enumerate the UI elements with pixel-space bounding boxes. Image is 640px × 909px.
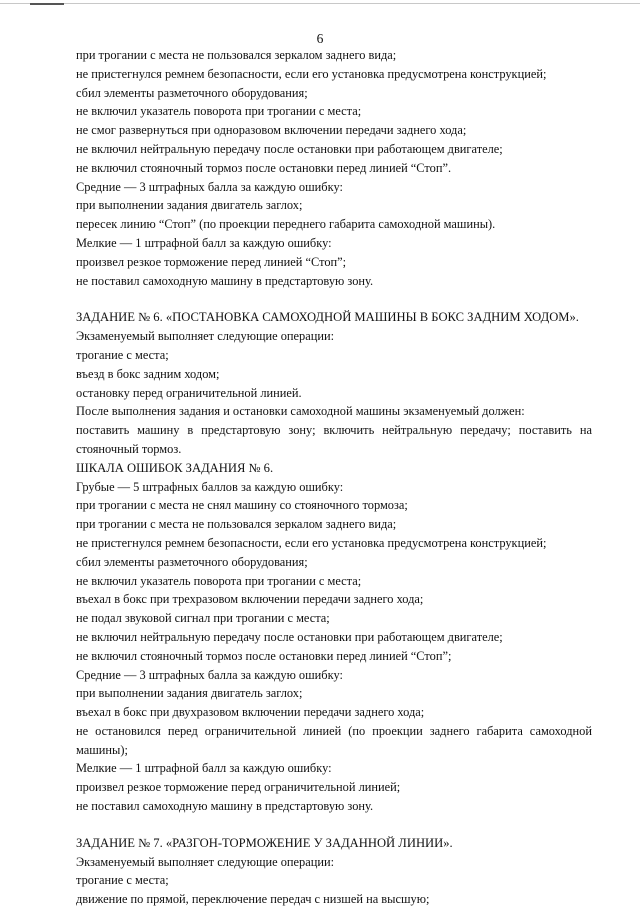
text-line: не включил нейтральную передачу после остановки при работающем двигателе; [76, 141, 503, 156]
text-line: не подал звуковой сигнал при трогании с места; [76, 611, 330, 626]
section-gap [76, 290, 592, 308]
text-line: не смог развернуться при одноразовом включении передачи заднего хода; [76, 123, 467, 138]
scan-border-line [0, 3, 640, 4]
text-line: при трогании с места не пользовался зеркалом заднего вида; [76, 48, 397, 62]
text-line: въезд в бокс задним ходом; [76, 366, 220, 381]
text-line: сбил элементы разметочного оборудования; [76, 85, 308, 100]
text-line: поставить машину в предстартовую зону; включить нейтральную передачу; поставить на [76, 423, 592, 438]
text-line: движение по прямой, переключение передач с низшей на высшую; [76, 892, 430, 907]
text-line: не включил нейтральную передачу после остановки при работающем двигателе; [76, 629, 503, 644]
text-line: при трогании с места не снял машину со стояночного тормоза; [76, 498, 408, 513]
text-line: сбил элементы разметочного оборудования; [76, 554, 308, 569]
text-line: трогание с места; [76, 873, 169, 888]
text-line: не поставил самоходную машину в предстартовую зону. [76, 799, 374, 814]
section-heading: ЗАДАНИЕ № 6. «ПОСТАНОВКА САМОХОДНОЙ МАШИНЫ В БОКС ЗАДНИМ ХОДОМ». [76, 310, 579, 325]
text-line: въехал в бокс при трехразовом включении передачи заднего хода; [76, 592, 424, 607]
text-line: Экзаменуемый выполняет следующие операции: [76, 854, 335, 869]
text-line: Мелкие — 1 штрафной балл за каждую ошибку: [76, 235, 332, 250]
text-line: После выполнения задания и остановки самоходной машины экзаменуемый должен: [76, 404, 525, 419]
text-line: не включил указатель поворота при трогании с места; [76, 573, 362, 588]
text-line: трогание с места; [76, 347, 169, 362]
text-line: машины); [76, 742, 128, 757]
text-line: Средние — 3 штрафных балла за каждую ошибку: [76, 667, 343, 682]
text-line: не пристегнулся ремнем безопасности, если его установка предусмотрена конструкцией; [76, 66, 547, 81]
text-line: Грубые — 5 штрафных баллов за каждую ошибку: [76, 479, 344, 494]
document-body [76, 46, 592, 909]
text-line: остановку перед ограничительной линией. [76, 385, 302, 400]
text-line: произвел резкое торможение перед линией “Стоп”; [76, 254, 347, 269]
text-line: произвел резкое торможение перед ограничительной линией; [76, 780, 401, 795]
section-heading: ЗАДАНИЕ № 7. «РАЗГОН-ТОРМОЖЕНИЕ У ЗАДАННОЙ ЛИНИИ». [76, 835, 453, 850]
scan-artifact-mark [30, 3, 64, 5]
text-line: не поставил самоходную машину в предстартовую зону. [76, 273, 374, 288]
section-heading: ШКАЛА ОШИБОК ЗАДАНИЯ № 6. [76, 460, 274, 475]
text-line: не пристегнулся ремнем безопасности, если его установка предусмотрена конструкцией; [76, 535, 547, 550]
text-line: стояночный тормоз. [76, 441, 182, 456]
text-line: при выполнении задания двигатель заглох; [76, 686, 303, 701]
text-line: не остановился перед ограничительной линией (по проекции заднего габарита самоходной [76, 723, 592, 738]
text-line: Экзаменуемый выполняет следующие операции: [76, 329, 335, 344]
text-line: при трогании с места не пользовался зеркалом заднего вида; [76, 517, 397, 532]
text-line: пересек линию “Стоп” (по проекции переднего габарита самоходной машины). [76, 217, 496, 232]
text-line: не включил стояночный тормоз после остановки перед линией “Стоп”; [76, 648, 452, 663]
section-gap [76, 816, 592, 834]
text-line: не включил указатель поворота при трогании с места; [76, 104, 362, 119]
text-line: не включил стояночный тормоз после остановки перед линией “Стоп”. [76, 160, 452, 175]
text-line: Средние — 3 штрафных балла за каждую ошибку: [76, 179, 343, 194]
page-number: 6 [316, 31, 324, 46]
text-line: въехал в бокс при двухразовом включении передачи заднего хода; [76, 705, 425, 720]
text-line: Мелкие — 1 штрафной балл за каждую ошибку: [76, 761, 332, 776]
text-line: при выполнении задания двигатель заглох; [76, 198, 303, 213]
